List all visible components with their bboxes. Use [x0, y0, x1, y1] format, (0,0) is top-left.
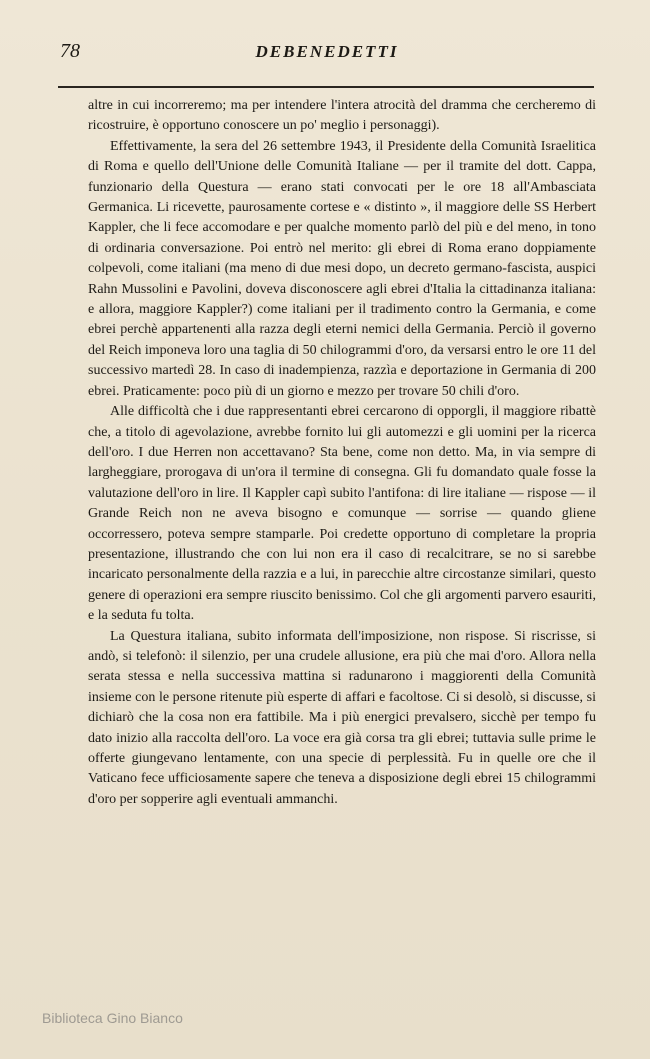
running-title: DEBENEDETTI [255, 42, 399, 61]
page-number: 78 [60, 40, 80, 62]
page-header [60, 40, 594, 80]
paragraph: Effettivamente, la sera del 26 settembre 1943, il Presidente della Comunità Israelitica di Roma e quello dell'Unione delle Comunità Italiane — per il tramite del dott. Cappa, funzionario della Questura — erano stati convocati per le ore 18 all'Ambasciata Germanica. Li ricevette, paurosamente cortese e « distinto », il maggiore delle SS Herbert Kappler, che li fece accomodare e per qualche momento parlò del più e del meno, in tono di ordinaria conversazione. Poi entrò nel merito: gli ebrei di Roma erano doppiamente colpevoli, come italiani (ma meno di due mesi dopo, un decreto germano-fascista, auspici Rahn Mussolini e Pavolini, doveva disconoscere agli ebrei d'Italia la cittadinanza italiana: e allora, maggiore Kappler?) come italiani per il tradimento contro la Germania, e come ebrei perchè appartenenti alla razza degli eterni nemici della Germania. Perciò il governo del Reich imponeva loro una taglia di 50 chilogrammi d'oro, da versarsi entro le ore 11 del successivo martedì 28. In caso di inadempienza, razzìa e deportazione in Germania di 200 ebrei. Praticamente: poco più di un giorno e mezzo per trovare 50 chili d'oro. [88, 138, 596, 399]
paragraph: La Questura italiana, subito informata dell'imposizione, non rispose. Si riscrisse, si andò, si telefonò: il silenzio, per una crudele allusione, era più che mai d'oro. Allora nella serata stessa e nella successiva mattina si radunarono i maggiorenti della Comunità insieme con le persone ritenute più esperte di affari e facoltose. Ci si desolò, si discusse, si dichiarò che la cosa non era fattibile. Ma i più energici prevalsero, sicchè per tempo fu dato inizio alla raccolta dell'oro. La voce era già corsa tra gli ebrei; tuttavia sulle prime le offerte giungevano lentamente, con una specie di perplessità. Fu in quelle ore che il Vaticano fece ufficiosamente sapere che teneva a disposizione degli ebrei 15 chilogrammi d'oro per sopperire agli eventuali ammanchi. [88, 628, 596, 807]
paragraph: altre in cui incorreremo; ma per intendere l'intera atrocità del dramma che cercheremo di ricostruire, è opportuno conoscere un po' meglio i personaggi). [88, 98, 596, 134]
paragraph: Alle difficoltà che i due rappresentanti ebrei cercarono di opporgli, il maggiore ribattè che, a titolo di agevolazione, avrebbe fornito lui gli automezzi e gli uomini per la ricerca dell'oro. I due Herren non accettavano? Sta bene, come non detto. Ma, in via sempre di largheggiare, prorogava di un'ora il termine di consegna. Gli fu domandato quale fosse la valutazione dell'oro in lire. Il Kappler capì subito l'antifona: di lire italiane — rispose — il Grande Reich non ne aveva bisogno e comunque — sorrise — quando gliene occorressero, poteva sempre stamparle. Poi credette opportuno di completare la propria presentazione, illustrando che con lui non era il caso di recalcitrare, se no si sarebbe incaricato personalmente della razzia e a lui, in parecchie altre circostanze similari, questo genere di operazioni era sempre riuscito benissimo. Col che gli argomenti parvero esauriti, e la seduta fu tolta. [88, 404, 596, 624]
header-rule [58, 86, 594, 88]
body-text [88, 96, 596, 810]
library-watermark: Biblioteca Gino Bianco [42, 1010, 183, 1026]
